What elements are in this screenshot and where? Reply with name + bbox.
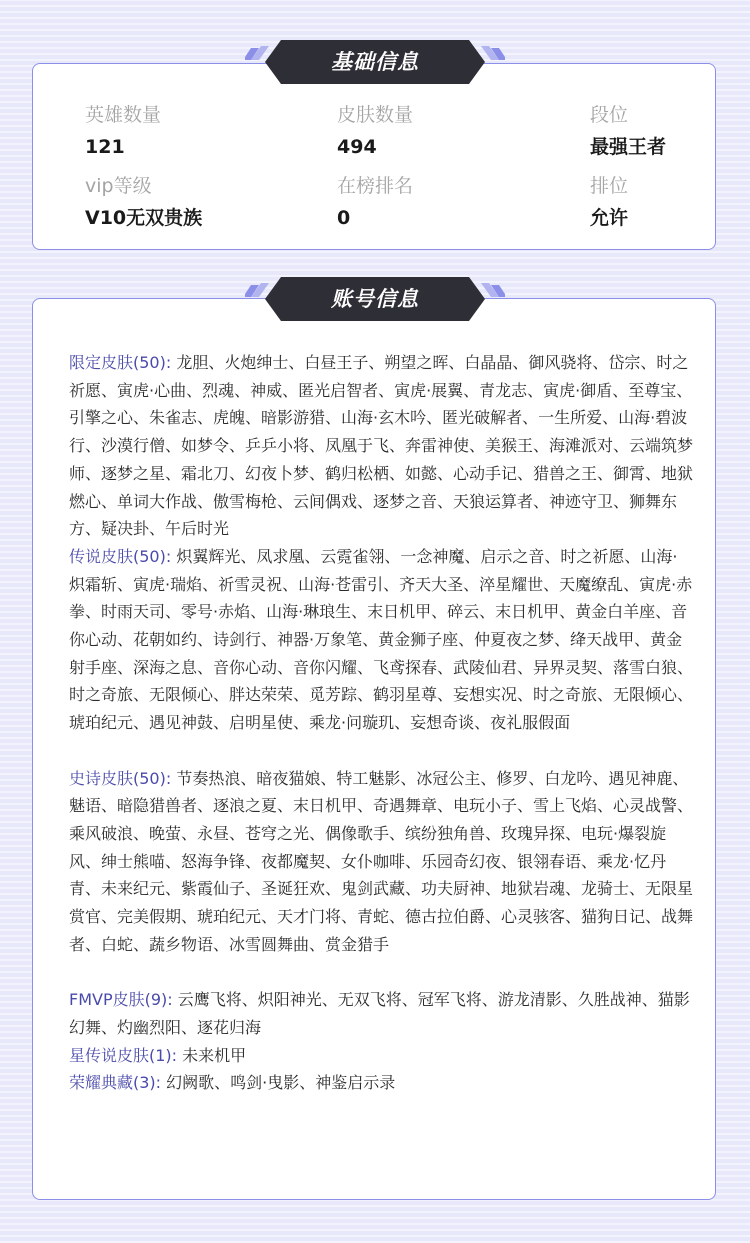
epic-skins <box>69 765 693 959</box>
vip-level-value: V10无双贵族 <box>85 207 203 229</box>
ranked-allowed-label: 排位 <box>590 175 629 197</box>
section-spacer <box>69 737 693 765</box>
star-legend-skins-items: 未来机甲 <box>182 1045 247 1065</box>
skin-list <box>69 349 693 1097</box>
glory-collection-items: 幻阙歌、鸣剑·曳影、神鉴启示录 <box>166 1073 396 1093</box>
leaderboard-rank-label: 在榜排名 <box>337 175 414 197</box>
epic-skins-label: 史诗皮肤(50): <box>69 768 172 788</box>
leaderboard-rank-cell <box>337 173 567 231</box>
legend-skins-items: 炽翼辉光、凤求凰、云霓雀翎、一念神魔、启示之音、时之祈愿、山海·炽霜斩、寅虎·瑞焰、祈雪灵祝、山海·苍雷引、齐天大圣、淬星耀世、天魔缭乱、寅虎·赤拳、时雨天司、零号·赤焰、山海·琳琅生、末日机甲、碎云、末日机甲、黄金白羊座、音你心动、花朝如约、诗剑行、神器·万象笔、黄金狮子座、仲夏夜之梦、绛天战甲、黄金射手座、深海之息、音你心动、音你闪耀、飞鸢探春、武陵仙君、异界灵契、落雪白狼、时之奇旅、无限倾心、胖达荣荣、觅芳踪、鹤羽星尊、妄想实况、时之奇旅、无限倾心、琥珀纪元、遇见神鼓、启明星使、乘龙·问璇玑、妄想奇谈、夜礼服假面 <box>69 546 694 733</box>
account-info-card <box>32 298 716 1200</box>
star-legend-skins-label: 星传说皮肤(1): <box>69 1045 178 1065</box>
limited-skins-items: 龙胆、火炮绅士、白昼王子、朔望之晖、白晶晶、御风骁将、岱宗、时之祈愿、寅虎·心曲、烈魂、神威、匿光启智者、寅虎·展翼、青龙志、寅虎·御盾、至尊宝、引擎之心、朱雀志、虎魄、暗影游猎、山海·玄木吟、匿光破解者、一生所爱、山海·碧波行、沙漠行僧、如梦令、乒乒小将、凤凰于飞、奔雷神使、美猴王、海滩派对、云端筑梦师、逐梦之星、霜北刀、幻夜卜梦、鹤归松栖、如懿、心动手记、猎兽之王、御霄、地狱燃心、单词大作战、傲雪梅枪、云间偶戏、逐梦之音、天狼运算者、神迹守卫、狮舞东方、疑决卦、午后时光 <box>69 353 694 539</box>
rank-tier-value: 最强王者 <box>590 136 667 158</box>
skin-count-label: 皮肤数量 <box>337 104 414 126</box>
account-info-title-banner <box>245 275 505 325</box>
skin-count-value: 494 <box>337 136 377 158</box>
rank-tier-cell <box>590 102 750 160</box>
ranked-allowed-cell <box>590 173 750 231</box>
fmvp-skins <box>69 986 693 1041</box>
fmvp-skins-label: FMVP皮肤(9): <box>69 990 173 1010</box>
glory-collection-label: 荣耀典藏(3): <box>69 1073 162 1093</box>
basic-info-title: 基础信息 <box>331 50 419 74</box>
basic-info-card <box>32 63 716 250</box>
limited-skins <box>69 349 693 543</box>
hero-count-value: 121 <box>85 136 125 158</box>
glory-collection <box>69 1069 693 1097</box>
ranked-allowed-value: 允许 <box>590 207 629 229</box>
skin-count-cell <box>337 102 567 160</box>
vip-level-label: vip等级 <box>85 175 152 197</box>
limited-skins-label: 限定皮肤(50): <box>69 353 172 372</box>
rank-tier-label: 段位 <box>590 104 629 126</box>
epic-skins-items: 节奏热浪、暗夜猫娘、特工魅影、冰冠公主、修罗、白龙吟、遇见神鹿、魅语、暗隐猎兽者、逐浪之夏、末日机甲、奇遇舞章、电玩小子、雪上飞焰、心灵战警、乘风破浪、晚萤、永昼、苍穹之光、偶像歌手、缤纷独角兽、玫瑰异探、电玩·爆裂旋风、绅士熊喵、怒海争锋、夜都魔契、女仆咖啡、乐园奇幻夜、银翎春语、乘龙·忆丹青、未来纪元、紫霞仙子、圣诞狂欢、鬼剑武藏、功夫厨神、地狱岩魂、龙骑士、无限星赏官、完美假期、琥珀纪元、天才门将、青蛇、德古拉伯爵、心灵骇客、猫狗日记、战舞者、白蛇、蔬乡物语、冰雪圆舞曲、赏金猎手 <box>69 768 694 954</box>
basic-info-title-banner <box>245 38 505 88</box>
account-info-title: 账号信息 <box>331 287 419 311</box>
vip-level-cell <box>85 173 315 231</box>
legend-skins <box>69 543 693 737</box>
hero-count-cell <box>85 102 315 160</box>
hero-count-label: 英雄数量 <box>85 104 162 126</box>
section-spacer <box>69 958 693 986</box>
leaderboard-rank-value: 0 <box>337 207 351 229</box>
star-legend-skins <box>69 1042 693 1070</box>
legend-skins-label: 传说皮肤(50): <box>69 546 172 566</box>
fmvp-skins-items: 云鹰飞将、炽阳神光、无双飞将、冠军飞将、游龙清影、久胜战神、猫影幻舞、灼幽烈阳、逐花归海 <box>69 990 690 1037</box>
